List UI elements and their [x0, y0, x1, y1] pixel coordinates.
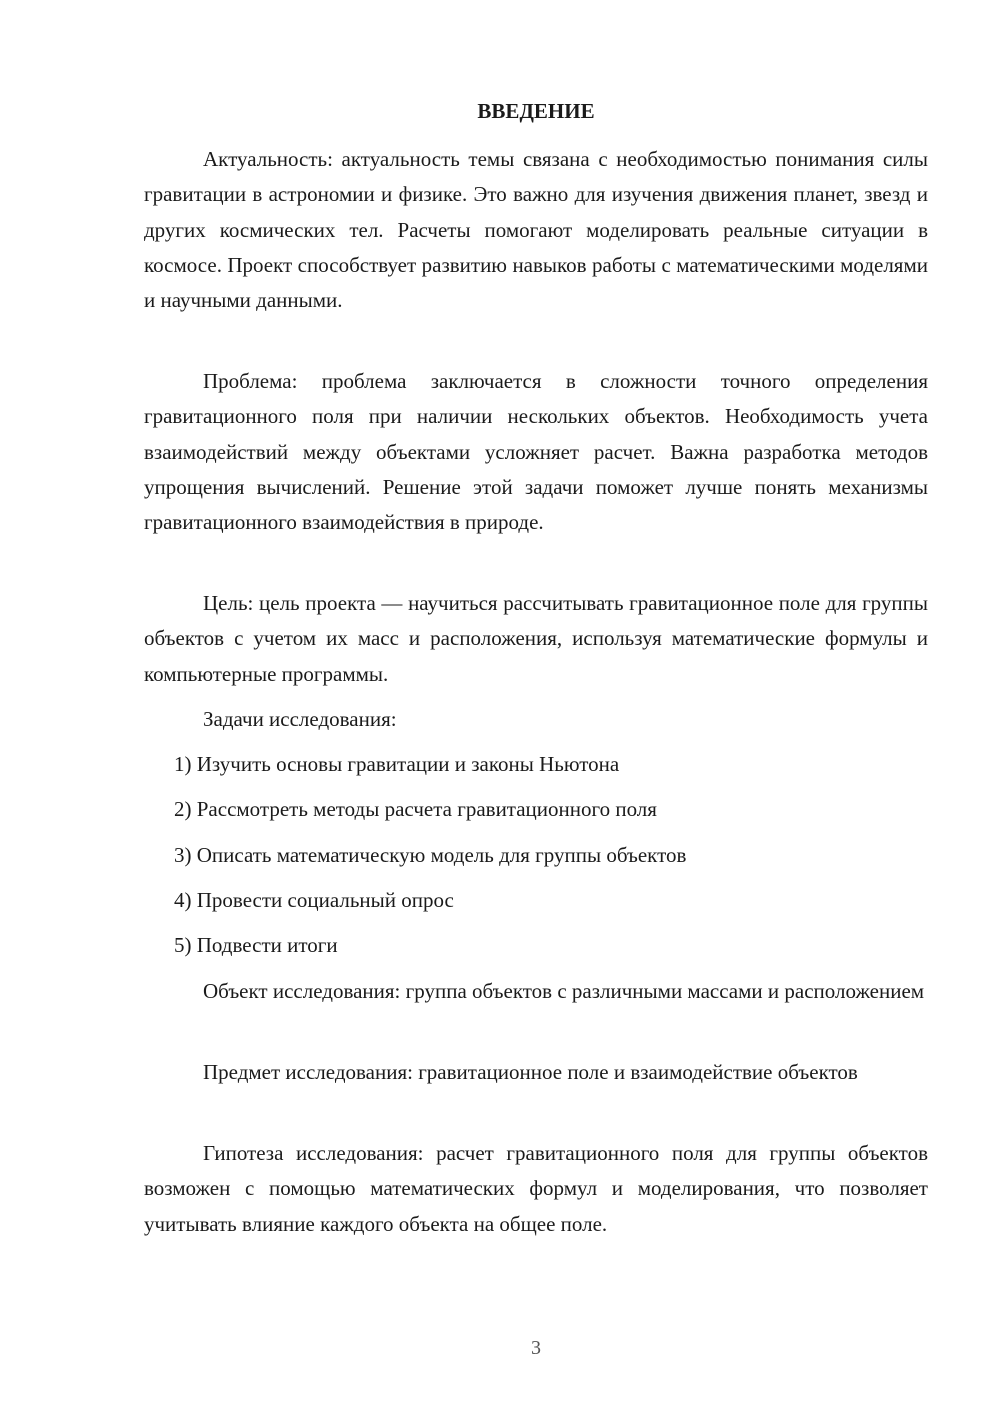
paragraph-goal: Цель: цель проекта — научиться рассчитывать гравитационное поле для группы объектов с учетом их масс и расположения, используя математические формулы и компьютерные программы. — [144, 591, 928, 686]
page-number: 3 — [531, 1337, 541, 1359]
list-item: 5) Подвести итоги — [174, 933, 338, 957]
paragraph-problem: Проблема: проблема заключается в сложности точного определения гравитационного поля при наличии нескольких объектов. Необходимость учета взаимодействий между объектами усложняет расчет. Важна разработка методов упрощения вычислений. Решение этой задачи поможет лучше понять механизмы гравитационного взаимодействия в природе. — [144, 369, 928, 535]
paragraph-object: Объект исследования: группа объектов с различными массами и расположением — [203, 979, 925, 1003]
page-title: ВВЕДЕНИЕ — [477, 99, 595, 123]
tasks-title: Задачи исследования: — [203, 707, 397, 731]
list-item: 3) Описать математическую модель для группы объектов — [174, 843, 687, 867]
list-item: 4) Провести социальный опрос — [174, 888, 454, 912]
list-item: 2) Рассмотреть методы расчета гравитационного поля — [174, 797, 657, 821]
list-item: 1) Изучить основы гравитации и законы Ньютона — [174, 752, 620, 776]
paragraph-subject: Предмет исследования: гравитационное поле и взаимодействие объектов — [203, 1060, 858, 1084]
paragraph-relevance: Актуальность: актуальность темы связана с необходимостью понимания силы гравитации в астрономии и физике. Это важно для изучения движения планет, звезд и других космических тел. Расчеты помогают моделировать реальные ситуации в космосе. Проект способствует развитию навыков работы с математическими моделями и научными данными. — [144, 147, 928, 313]
paragraph-hypothesis: Гипотеза исследования: расчет гравитационного поля для группы объектов возможен с помощью математических формул и моделирования, что позволяет учитывать влияние каждого объекта на общее поле. — [144, 1141, 928, 1236]
